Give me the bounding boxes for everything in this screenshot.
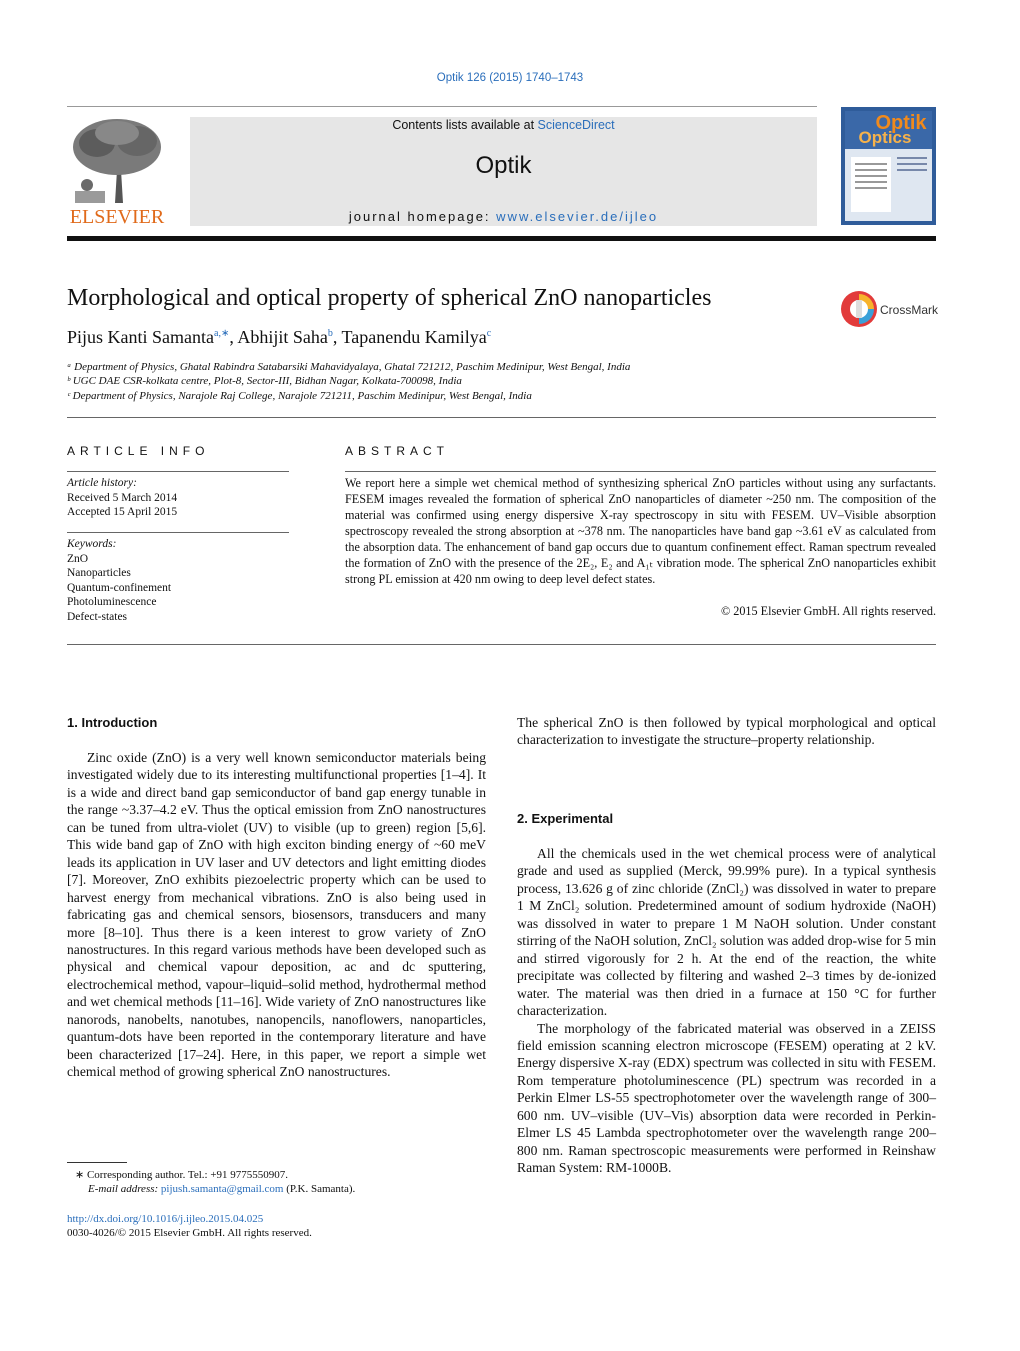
experimental-body: [517, 845, 936, 1177]
article-history: [67, 476, 289, 520]
crossmark-label: CrossMark: [880, 303, 939, 317]
journal-cover-image[interactable]: [841, 107, 936, 225]
cover-subtitle: Optics: [858, 128, 912, 147]
cover-title: Optik: [875, 112, 927, 134]
homepage-link[interactable]: www.elsevier.de/ijleo: [496, 209, 659, 224]
header-thick-rule: [67, 236, 936, 241]
crossmark-badge[interactable]: [840, 290, 940, 330]
journal-homepage: journal homepage: www.elsevier.de/ijleo: [348, 209, 659, 224]
header-top-rule: [67, 106, 817, 107]
keyword: Quantum-confinement: [67, 581, 172, 594]
journal-name: Optik: [475, 152, 532, 179]
intro-continued: [517, 714, 936, 749]
experimental-paragraph: The morphology of the fabricated material was observed in a ZEISS field emission scanning electron microscope (FESEM) operating at 2 kV. Energy dispersive X-ray (EDX) spectrum was collected in situ with FESEM. Rom temperature photoluminescence (PL) spectrum was recorded in a Perkin Elmer LS-55 spectrophotometer over the wavelength range of 300–600 nm. UV–visible (UV–Vis) absorption data were recorded in Perkin-Elmer LS 45 Lambda spectrophotometer over the wavelength range 200–800 nm. Raman spectroscopic measurements were performed in Reinshaw Raman System: RM-1000B.: [517, 1020, 936, 1176]
abstract-heading: ABSTRACT: [345, 444, 450, 458]
footnote: ∗ Corresponding author. Tel.: +91 9775550907. E-mail address: pijush.samanta@gmail.com (P.K. Samanta).: [75, 1168, 495, 1196]
keyword: Nanoparticles: [67, 567, 131, 579]
affiliation-b: ᵇ UGC DAE CSR-kolkata centre, Plot-8, Sector-III, Bidhan Nagar, Kolkata-700098, India: [67, 375, 462, 387]
doi-block: [67, 1212, 487, 1240]
contents-line: Contents lists available at ScienceDirect: [392, 118, 615, 132]
intro-paragraph: The spherical ZnO is then followed by typical morphological and optical characterization to investigate the structure–property relationship.: [517, 715, 936, 748]
divider: [67, 644, 936, 645]
intro-paragraph: Zinc oxide (ZnO) is a very well known semiconductor materials being investigated widely due to its interesting multifunctional properties [1–4]. It is a wide and direct band gap semiconductor of band gap energy tunable in the range ~3.37–4.2 eV. Thus the optical emission from ZnO nanostructures can be tuned from ultra-violet (UV) to visible (up to green) region [5,6]. This wide band gap of ZnO with high exciton binding energy of ~60 meV leads its application in UV laser and UV detectors and light emitting diodes [7]. Moreover, ZnO exhibits piezoelectric property which can be used to harvest energy from mechanical vibrations. ZnO is also being used in fabricating gas and chemical sensors, biosensors, transducers and many more [8–10]. Thus there is a keen interest to grow variety of ZnO nanostructures. In this regard various methods have been developed such as physical and chemical vapour deposition, ac and dc sputtering, electrochemical method, vapour–liquid–solid method, hydrothermal method and wet chemical methods [11–16]. Wide variety of ZnO nanostructures like nanorods, nanobelts, nanotubes, nanopencils, nanoflowers, nanoparticles, quantum-dots have been reported in the contemporary literature and have been characterized [17–24]. Here, in this paper, we report a simple wet chemical method of growing spherical ZnO nanostructures.: [67, 750, 486, 1080]
article-title: Morphological and optical property of spherical ZnO nanoparticles: [67, 285, 712, 311]
experimental-paragraph: All the chemicals used in the wet chemical process were of analytical grade and used as supplied (Merck, 99.99% pure). In a typical synthesis process, 13.626 g of zinc chloride (ZnCl₂) was dissolved in water to prepare 1 M ZnCl₂ solution. Predetermined amount of sodium hydroxide (NaOH) was dissolved in water to prepare 1 M NaOH solution. Under constant stirring of the NaOH solution, ZnCl₂ solution was added drop-wise for 5 min and stirred vigorously for 2 h. At the end of the reaction, the white precipitate was collected by filtering and washed 2–3 times by de-ionized water. The material was then dried in a furnace at 150 °C for further characterization.: [517, 846, 936, 1019]
divider: [67, 471, 289, 472]
keywords-label: Keywords:: [67, 538, 117, 550]
intro-heading: 1. Introduction: [67, 715, 158, 730]
affiliation-c: ᶜ Department of Physics, Narajole Raj College, Narajole 721211, Paschim Medinipur, West Bengal, India: [67, 390, 532, 402]
keywords: [67, 537, 289, 624]
divider: [67, 532, 289, 533]
author-sup: a,∗: [214, 328, 230, 339]
journal-reference[interactable]: Optik 126 (2015) 1740–1743: [436, 72, 584, 84]
email-link[interactable]: pijush.samanta@gmail.com: [160, 1183, 284, 1195]
keyword: Photoluminescence: [67, 596, 157, 608]
divider: [345, 471, 936, 472]
intro-body: [67, 749, 486, 1081]
author-name: Abhijit Saha: [237, 327, 328, 347]
abstract-text: We report here a simple wet chemical method of synthesizing spherical ZnO particles without using any surfactants. FESEM images revealed the formation of spherical ZnO nanoparticles of diameter ~250 nm. The composition of the material was confirmed using energy dispersive X-ray spectroscopy in situ with FESEM. UV–Visible absorption spectroscopy revealed the strong absorption at ~378 nm. The nanoparticles have band gap ~3.61 eV as calculated from the absorption data. The enhancement of band gap occurs due to quantum confinement effect. Raman spectrum revealed the formation of ZnO with the presence of the 2E₂, E₂ and A₁ₜ vibration mode. The spherical ZnO nanoparticles exhibit strong PL emission at 420 nm owing to deep level defect states.: [345, 476, 936, 586]
experimental-heading: 2. Experimental: [517, 811, 614, 826]
email-label: E-mail address:: [88, 1183, 161, 1195]
elsevier-wordmark: ELSEVIER: [69, 206, 165, 227]
issn-line: 0030-4026/© 2015 Elsevier GmbH. All rights reserved.: [67, 1227, 312, 1239]
article-info-heading: ARTICLE INFO: [67, 444, 210, 458]
received-date: Received 5 March 2014: [67, 491, 178, 504]
sciencedirect-link[interactable]: ScienceDirect: [537, 118, 615, 132]
abstract-copyright: © 2015 Elsevier GmbH. All rights reserved.: [720, 604, 936, 618]
elsevier-tree-logo: [67, 115, 167, 227]
divider: [67, 417, 936, 418]
footnote-rule: [67, 1162, 127, 1163]
doi-link[interactable]: http://dx.doi.org/10.1016/j.ijleo.2015.04.025: [67, 1213, 264, 1225]
crossmark-icon: [840, 290, 878, 328]
author-sup: b: [327, 328, 333, 339]
accepted-date: Accepted 15 April 2015: [67, 506, 178, 518]
keyword: Defect-states: [67, 610, 128, 623]
author-name: Pijus Kanti Samanta: [67, 327, 214, 347]
author-name: Tapanendu Kamilya: [341, 327, 487, 347]
author-sup: c: [486, 328, 492, 339]
authors-line: Pijus Kanti Samanta$^{a,∗}$, Abhijit Saha$^b$, Tapanendu Kamilya$^c$: [67, 327, 492, 347]
corresponding-author: ∗ Corresponding author. Tel.: +91 9775550907.: [75, 1169, 289, 1181]
affiliation-a: ᵃ Department of Physics, Ghatal Rabindra Satabarsiki Mahavidyalaya, Ghatal 721212, Paschim Medinipur, West Bengal, India: [67, 361, 631, 373]
keyword: ZnO: [67, 552, 89, 565]
history-label: Article history:: [67, 477, 137, 489]
